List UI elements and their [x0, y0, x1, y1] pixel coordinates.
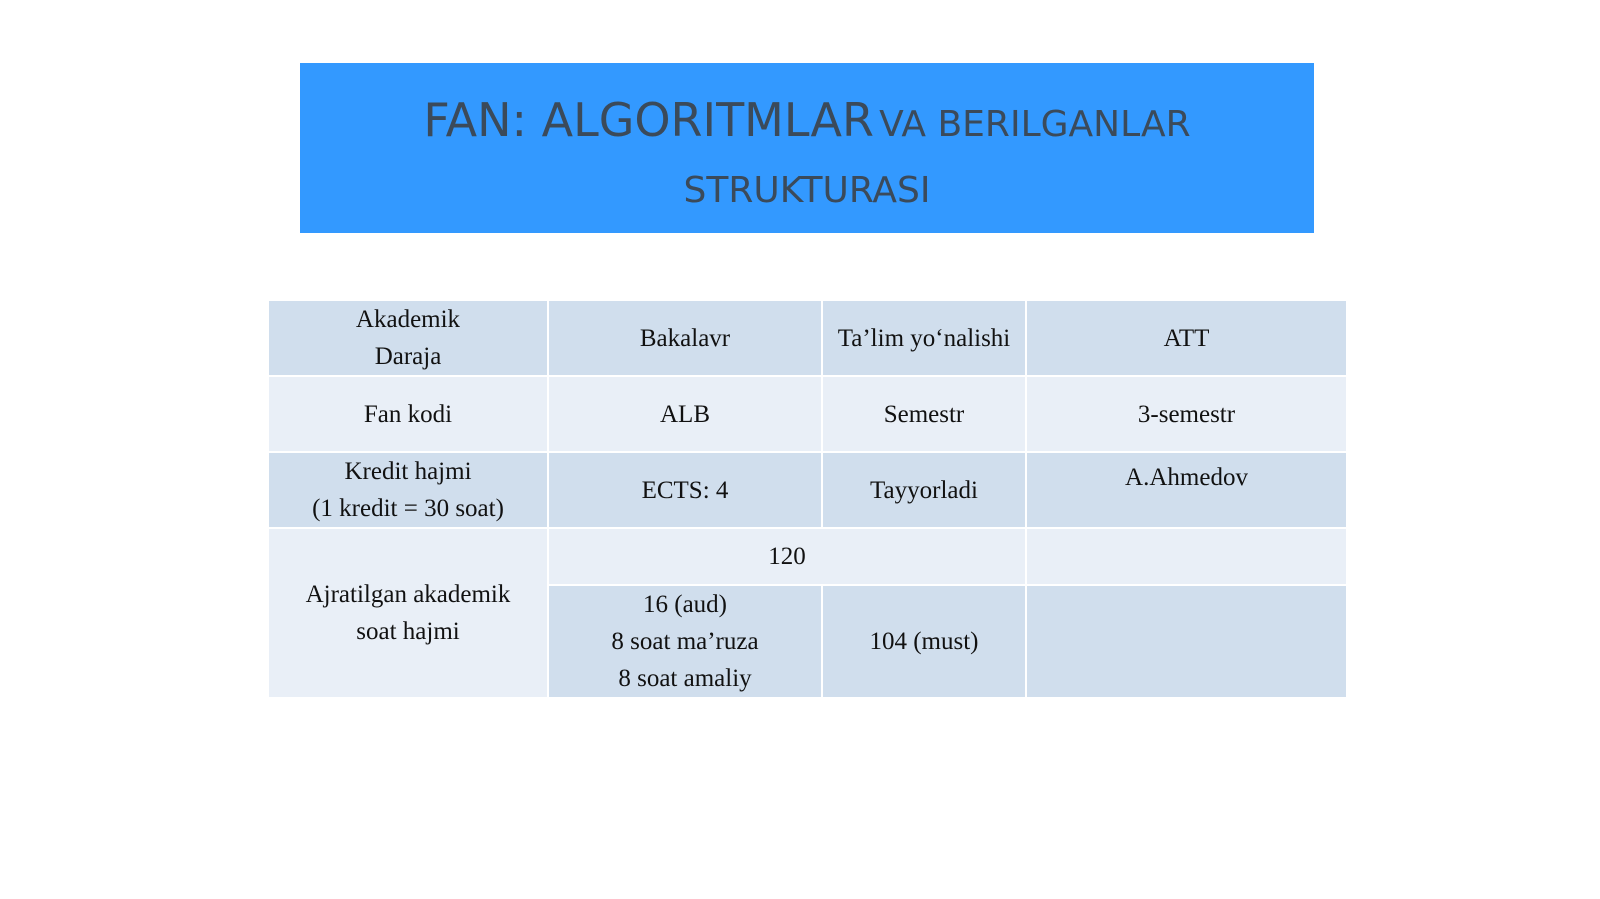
value-auditorium-hours: [548, 585, 822, 698]
label-line: Daraja: [374, 343, 442, 370]
label-line: Akademik: [355, 306, 461, 333]
table-row: [268, 300, 1347, 376]
value-study-direction: ATT: [1026, 300, 1347, 376]
label-allocated-hours: [268, 528, 548, 698]
label-semester: Semestr: [822, 376, 1026, 452]
label-line: soat hajmi: [356, 618, 460, 645]
label-line: Kredit hajmi: [344, 458, 472, 485]
label-academic-degree: [268, 300, 548, 376]
title-main-text: FAN: ALGORITMLAR: [423, 92, 874, 147]
label-line: Ajratilgan akademik: [305, 581, 511, 608]
value-credit-volume: ECTS: 4: [548, 452, 822, 528]
table-row: [268, 376, 1347, 452]
value-academic-degree: Bakalavr: [548, 300, 822, 376]
table-row: [268, 528, 1347, 585]
title-line-1: [423, 90, 1190, 161]
title-banner: [300, 63, 1314, 233]
value-course-code: ALB: [548, 376, 822, 452]
hours-line: 16 (aud): [643, 591, 727, 618]
hours-line: 8 soat amaliy: [618, 665, 752, 692]
title-secondary-text: VA BERILGANLAR: [879, 103, 1191, 145]
value-total-hours: 120: [548, 528, 1026, 585]
title-line-2: STRUKTURASI: [683, 169, 931, 211]
label-prepared-by: Tayyorladi: [822, 452, 1026, 528]
empty-cell: [1026, 528, 1347, 585]
value-semester: 3-semestr: [1026, 376, 1347, 452]
label-study-direction: Ta’lim yo‘nalishi: [822, 300, 1026, 376]
label-credit-volume: [268, 452, 548, 528]
hours-line: 8 soat ma’ruza: [611, 628, 759, 655]
table-row: [268, 452, 1347, 528]
value-prepared-by: A.Ahmedov: [1026, 452, 1347, 528]
empty-cell: [1026, 585, 1347, 698]
value-independent-hours: 104 (must): [822, 585, 1026, 698]
label-line: (1 kredit = 30 soat): [312, 495, 504, 522]
course-info-table: [267, 299, 1348, 699]
label-course-code: Fan kodi: [268, 376, 548, 452]
